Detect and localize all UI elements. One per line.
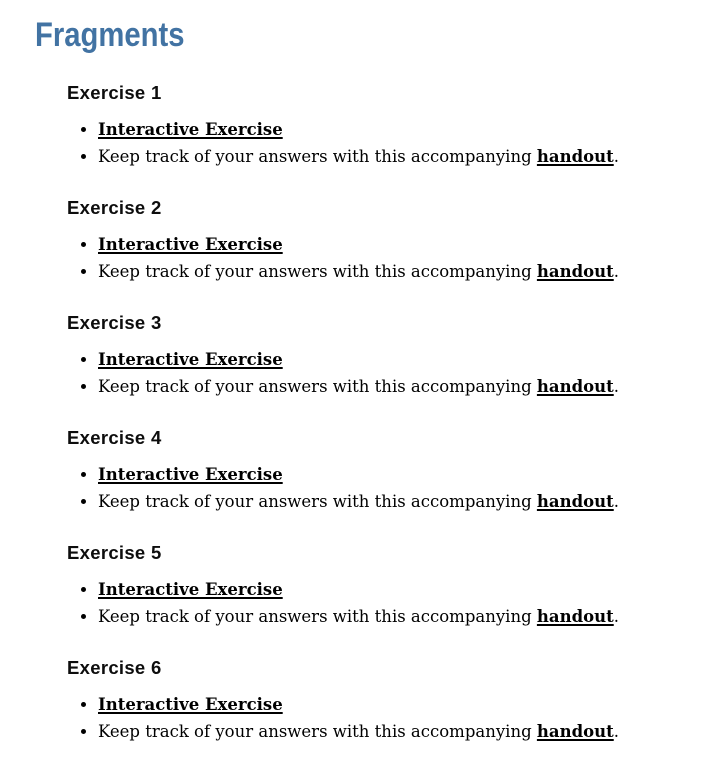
exercise-list bbox=[67, 576, 664, 630]
list-item-handout bbox=[98, 258, 664, 285]
exercise-section-6 bbox=[67, 657, 664, 745]
section-heading: Exercise 4 bbox=[67, 427, 162, 448]
interactive-exercise-link[interactable]: Interactive Exercise bbox=[98, 695, 283, 714]
handout-text-prefix: Keep track of your answers with this accompanying bbox=[98, 262, 537, 281]
interactive-exercise-link[interactable]: Interactive Exercise bbox=[98, 350, 283, 369]
handout-link[interactable]: handout bbox=[536, 147, 614, 166]
handout-text-prefix: Keep track of your answers with this accompanying bbox=[98, 722, 537, 741]
list-item-handout bbox=[98, 718, 664, 745]
interactive-exercise-link[interactable]: Interactive Exercise bbox=[98, 580, 283, 599]
list-item-interactive bbox=[98, 231, 664, 258]
section-heading: Exercise 6 bbox=[67, 657, 162, 678]
exercise-list bbox=[67, 231, 664, 285]
exercise-section-1 bbox=[67, 82, 664, 170]
handout-text-suffix: . bbox=[613, 722, 619, 741]
section-heading: Exercise 3 bbox=[67, 312, 162, 333]
handout-link[interactable]: handout bbox=[536, 492, 614, 511]
exercise-section-2 bbox=[67, 197, 664, 285]
interactive-exercise-link[interactable]: Interactive Exercise bbox=[98, 235, 283, 254]
handout-text-suffix: . bbox=[613, 377, 619, 396]
handout-link[interactable]: handout bbox=[536, 377, 614, 396]
main-content bbox=[67, 82, 664, 745]
list-item-interactive bbox=[98, 116, 664, 143]
handout-text-suffix: . bbox=[613, 147, 619, 166]
exercise-list bbox=[67, 461, 664, 515]
handout-link[interactable]: handout bbox=[536, 262, 614, 281]
list-item-handout bbox=[98, 373, 664, 400]
handout-link[interactable]: handout bbox=[536, 607, 614, 626]
handout-text-prefix: Keep track of your answers with this accompanying bbox=[98, 607, 537, 626]
handout-text-suffix: . bbox=[613, 492, 619, 511]
list-item-handout bbox=[98, 488, 664, 515]
list-item-handout bbox=[98, 603, 664, 630]
list-item-interactive bbox=[98, 576, 664, 603]
handout-text-prefix: Keep track of your answers with this accompanying bbox=[98, 147, 537, 166]
interactive-exercise-link[interactable]: Interactive Exercise bbox=[98, 465, 283, 484]
handout-text-prefix: Keep track of your answers with this accompanying bbox=[98, 377, 537, 396]
exercise-list bbox=[67, 691, 664, 745]
section-heading: Exercise 2 bbox=[67, 197, 162, 218]
interactive-exercise-link[interactable]: Interactive Exercise bbox=[98, 120, 283, 139]
exercise-section-3 bbox=[67, 312, 664, 400]
exercise-list bbox=[67, 116, 664, 170]
handout-link[interactable]: handout bbox=[536, 722, 614, 741]
list-item-interactive bbox=[98, 461, 664, 488]
list-item-interactive bbox=[98, 346, 664, 373]
section-heading: Exercise 1 bbox=[67, 82, 162, 103]
handout-text-prefix: Keep track of your answers with this accompanying bbox=[98, 492, 537, 511]
exercise-list bbox=[67, 346, 664, 400]
exercise-section-5 bbox=[67, 542, 664, 630]
list-item-handout bbox=[98, 143, 664, 170]
exercise-section-4 bbox=[67, 427, 664, 515]
section-heading: Exercise 5 bbox=[67, 542, 162, 563]
handout-text-suffix: . bbox=[613, 262, 619, 281]
list-item-interactive bbox=[98, 691, 664, 718]
page-title: Fragments bbox=[35, 16, 185, 54]
handout-text-suffix: . bbox=[613, 607, 619, 626]
